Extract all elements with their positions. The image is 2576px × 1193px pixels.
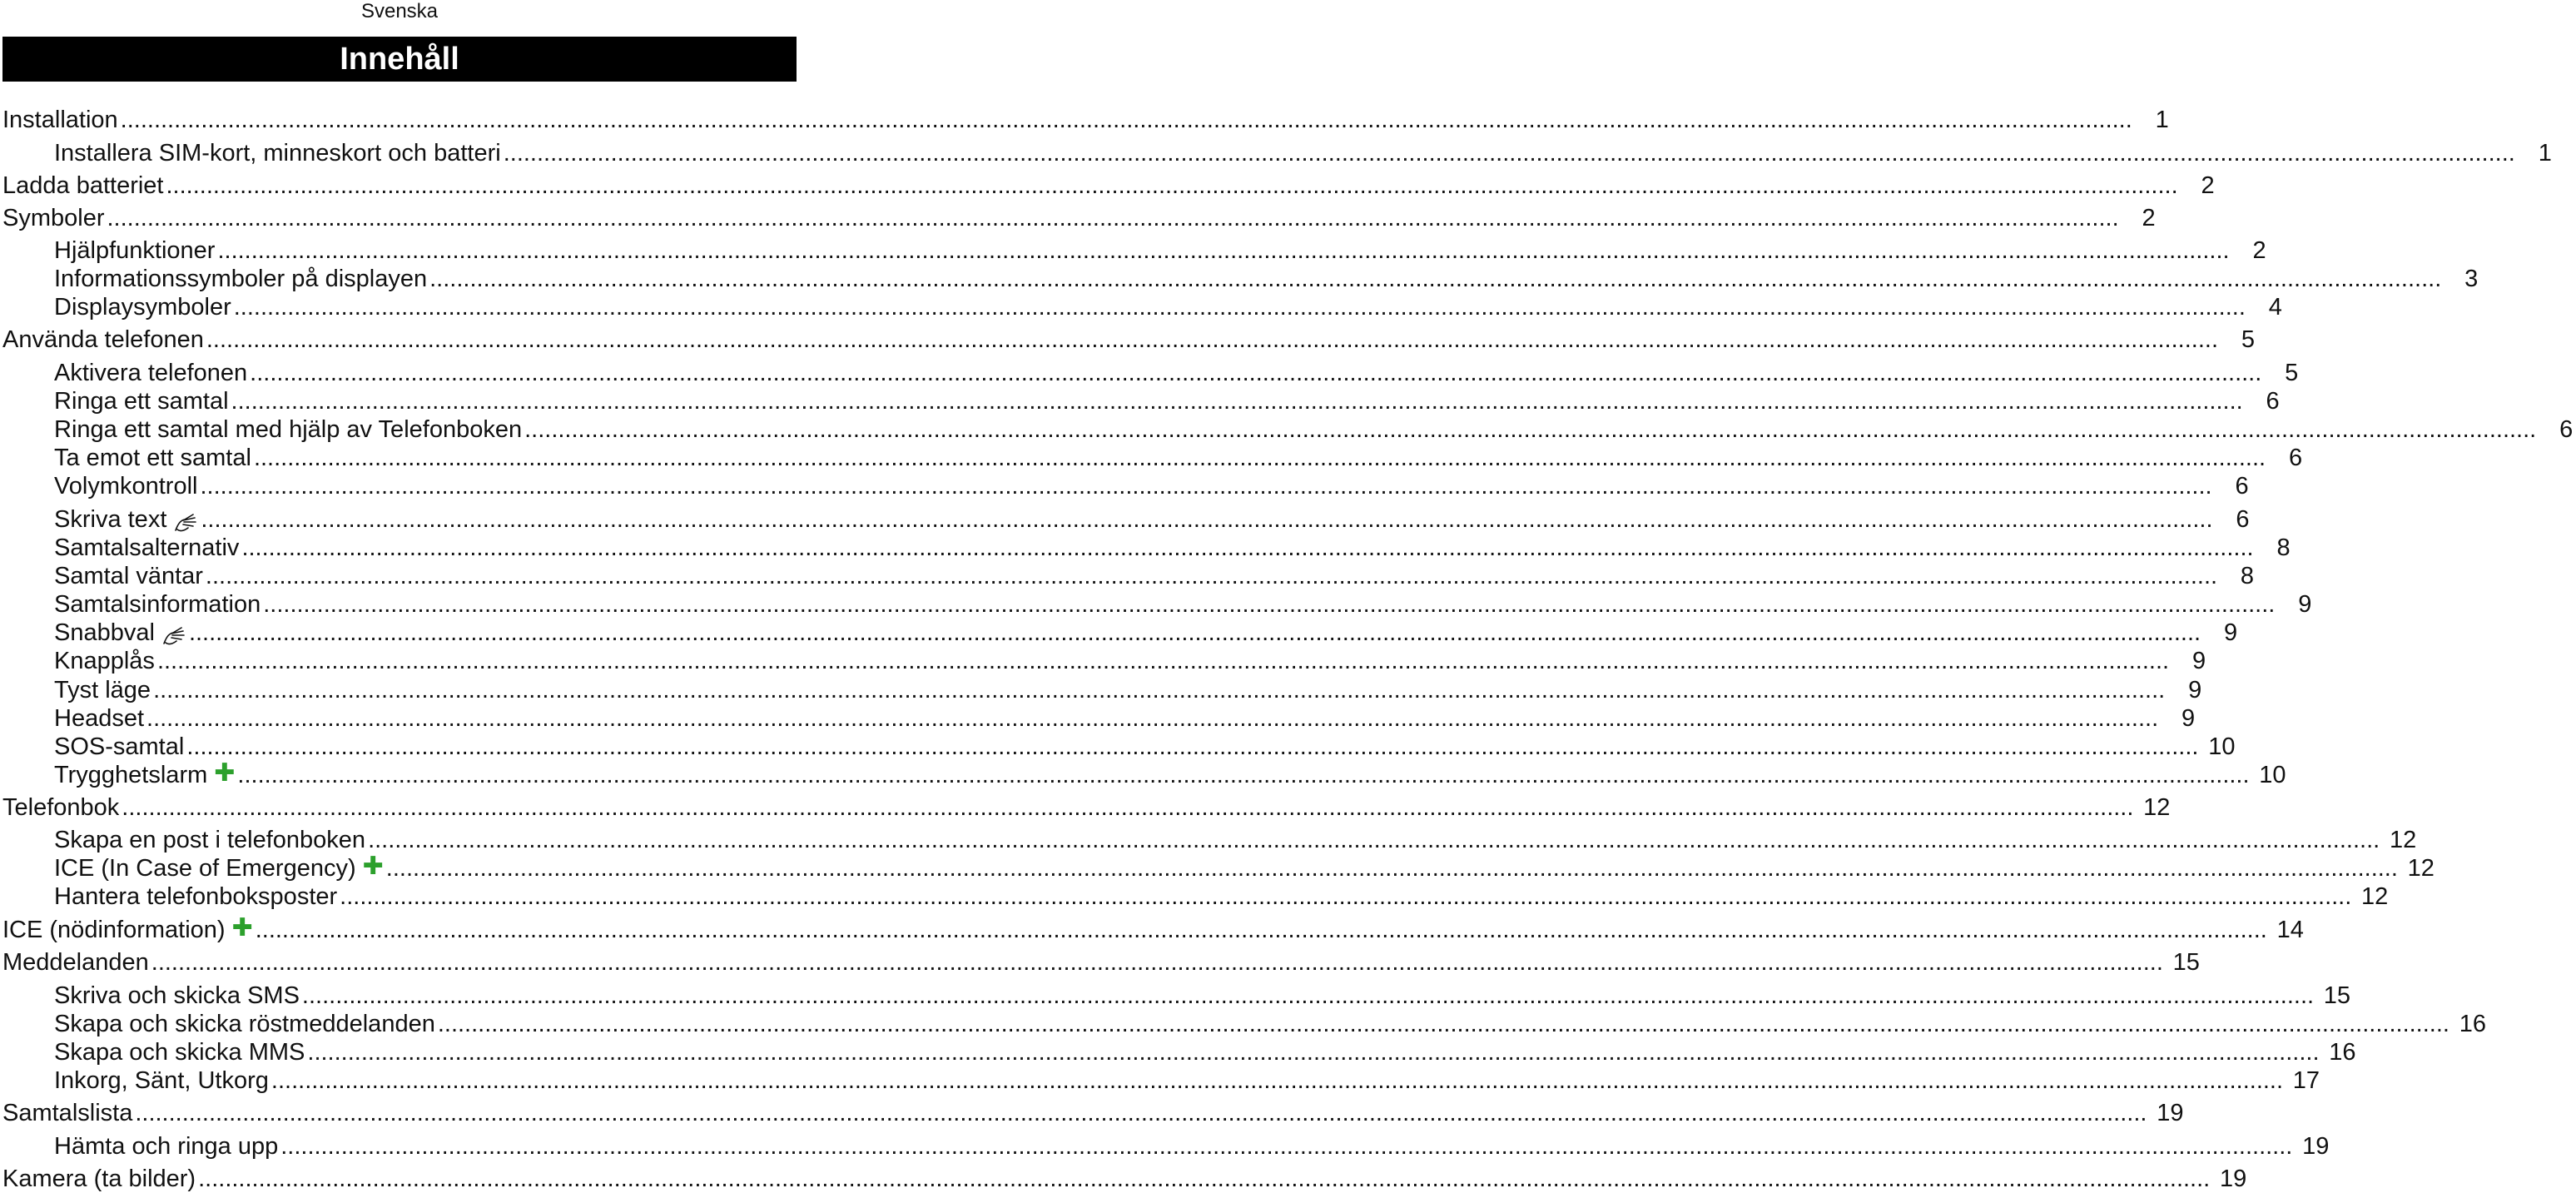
dot-leader: ............................................................................................................................................................................................................................................................................................................ (217, 237, 2230, 264)
toc-entry[interactable] (0, 326, 2256, 354)
toc-entry-label (0, 359, 247, 387)
dot-leader: ............................................................................................................................................................................................................................................................................................................ (198, 1166, 2211, 1192)
toc-entry-text: Ta emot ett samtal (54, 445, 251, 471)
toc-entry[interactable] (0, 204, 2156, 232)
toc-entry[interactable] (0, 171, 2215, 200)
dot-leader: ............................................................................................................................................................................................................................................................................................................ (368, 827, 2380, 853)
dot-leader: ............................................................................................................................................................................................................................................................................................................ (151, 949, 2163, 976)
toc-entry-text: Skriva text (54, 506, 167, 533)
toc-entry-text: Trygghetslarm (54, 762, 208, 788)
toc-entry[interactable] (0, 676, 2202, 704)
toc-entry-text: SOS-samtal (54, 733, 185, 760)
toc-page-number: 1 (2538, 140, 2552, 167)
toc-page-number: 16 (2459, 1011, 2486, 1037)
toc-entry-label (0, 265, 427, 293)
toc-entry-label (0, 1038, 305, 1066)
toc-entry[interactable] (0, 1099, 2184, 1127)
toc-entry[interactable] (0, 139, 2552, 167)
dot-leader: ............................................................................................................................................................................................................................................................................................................ (122, 794, 2134, 821)
dot-leader: ............................................................................................................................................................................................................................................................................................................ (253, 445, 2266, 471)
toc-page-number: 12 (2389, 827, 2417, 853)
toc-page-number: 10 (2259, 762, 2286, 788)
toc-entry[interactable] (0, 293, 2282, 321)
dot-leader: ............................................................................................................................................................................................................................................................................................................ (524, 416, 2537, 443)
toc-page-number: 4 (2268, 294, 2282, 321)
toc-entry[interactable] (0, 265, 2479, 293)
toc-page-number: 12 (2407, 855, 2435, 882)
toc-entry-label (0, 704, 144, 733)
dot-leader: ............................................................................................................................................................................................................................................................................................................ (135, 1100, 2147, 1126)
toc-entry-label (0, 171, 163, 200)
hand-icon (161, 625, 186, 647)
toc-entry-label (0, 982, 300, 1010)
toc-page-number: 10 (2208, 733, 2236, 760)
toc-entry-label (0, 1165, 196, 1193)
dot-leader: ............................................................................................................................................................................................................................................................................................................ (201, 506, 2213, 533)
dot-leader: ............................................................................................................................................................................................................................................................................................................ (188, 619, 2201, 646)
toc-page-number: 6 (2288, 445, 2303, 471)
toc-entry-text: Ringa ett samtal med hjälp av Telefonboken (54, 416, 523, 443)
toc-entry[interactable] (0, 704, 2196, 733)
dot-leader: ............................................................................................................................................................................................................................................................................................................ (280, 1133, 2293, 1160)
toc-entry[interactable] (0, 534, 2291, 562)
toc-entry-label (0, 647, 155, 675)
toc-entry-text: Installation (2, 107, 118, 133)
dot-leader: ............................................................................................................................................................................................................................................................................................................ (340, 883, 2352, 910)
toc-page-number: 2 (2252, 237, 2266, 264)
dot-leader: ............................................................................................................................................................................................................................................................................................................ (271, 1067, 2284, 1094)
toc-entry[interactable] (0, 733, 2236, 761)
toc-entry[interactable] (0, 619, 2238, 647)
page-title: Innehåll (340, 42, 459, 77)
toc-entry-label (0, 619, 186, 647)
toc-page-number: 12 (2143, 794, 2171, 821)
toc-entry-text: Installera SIM-kort, minneskort och batteri (54, 140, 501, 167)
plus-icon: ✚ (362, 852, 384, 880)
toc-entry-label (0, 1010, 435, 1038)
toc-page-number: 8 (2276, 534, 2291, 561)
plus-icon: ✚ (231, 914, 253, 942)
toc-entry-text: ICE (In Case of Emergency) (54, 855, 356, 882)
dot-leader: ............................................................................................................................................................................................................................................................................................................ (107, 205, 2119, 231)
toc-entry-text: Skriva och skicka SMS (54, 982, 300, 1009)
toc-page-number: 5 (2285, 360, 2299, 386)
toc-entry-text: Tyst läge (54, 677, 151, 703)
toc-entry-text: Hjälpfunktioner (54, 237, 216, 264)
toc-entry[interactable] (0, 882, 2389, 911)
toc-page-number: 16 (2329, 1039, 2356, 1066)
toc-entry-text: Samtalslista (2, 1100, 133, 1126)
toc-page-number: 14 (2276, 917, 2304, 943)
toc-entry[interactable] (0, 948, 2200, 977)
toc-page-number: 19 (2302, 1133, 2330, 1160)
language-label: Svenska (360, 0, 439, 22)
toc-entry-label (0, 415, 522, 444)
toc-entry-text: Snabbval (54, 619, 155, 646)
toc-page-number: 19 (2157, 1100, 2184, 1126)
dot-leader: ............................................................................................................................................................................................................................................................................................................ (186, 733, 2199, 760)
dot-leader: ............................................................................................................................................................................................................................................................................................................ (429, 266, 2442, 292)
toc-entry-text: Ringa ett samtal (54, 388, 229, 415)
toc-entry-text: Skapa och skicka röstmeddelanden (54, 1011, 435, 1037)
toc-page-number: 9 (2191, 648, 2206, 674)
toc-entry-text: Aktivera telefonen (54, 360, 248, 386)
toc-entry-label (0, 882, 337, 911)
dot-leader: ............................................................................................................................................................................................................................................................................................................ (241, 534, 2254, 561)
toc-entry-text: Kamera (ta bilder) (2, 1166, 196, 1192)
toc-entry[interactable] (0, 472, 2249, 500)
toc-entry[interactable] (0, 982, 2351, 1010)
toc-entry[interactable] (0, 505, 2250, 534)
toc-entry-label (0, 106, 118, 134)
toc-page-number: 6 (2235, 473, 2249, 500)
toc-entry-label (0, 293, 231, 321)
toc-entry-label (0, 236, 215, 265)
toc-page-number: 2 (2142, 205, 2156, 231)
toc-page-number: 2 (2201, 172, 2215, 199)
toc-entry-text: Skapa en post i telefonboken (54, 827, 366, 853)
toc-entry-label (0, 590, 261, 619)
dot-leader: ............................................................................................................................................................................................................................................................................................................ (263, 591, 2276, 618)
toc-entry[interactable] (0, 826, 2417, 854)
toc-entry[interactable] (0, 1038, 2356, 1066)
toc-page-number: 3 (2464, 266, 2479, 292)
toc-page-number: 6 (2266, 388, 2280, 415)
toc-entry-label (0, 916, 253, 944)
toc-entry-text: Skapa och skicka MMS (54, 1039, 305, 1066)
toc-entry-label (0, 948, 149, 977)
toc-page-number: 12 (2361, 883, 2389, 910)
dot-leader: ............................................................................................................................................................................................................................................................................................................ (120, 107, 2132, 133)
dot-leader: ............................................................................................................................................................................................................................................................................................................ (503, 140, 2515, 167)
dot-leader: ............................................................................................................................................................................................................................................................................................................ (206, 326, 2219, 353)
toc-entry[interactable] (0, 387, 2280, 415)
toc-entry-text: Volymkontroll (54, 473, 198, 500)
dot-leader: ............................................................................................................................................................................................................................................................................................................ (205, 563, 2218, 589)
toc-entry-label (0, 793, 119, 822)
dot-leader: ............................................................................................................................................................................................................................................................................................................ (231, 388, 2243, 415)
dot-leader: ............................................................................................................................................................................................................................................................................................................ (233, 294, 2246, 321)
toc-page-number: 17 (2292, 1067, 2320, 1094)
toc-entry[interactable] (0, 359, 2299, 387)
dot-leader: ............................................................................................................................................................................................................................................................................................................ (166, 172, 2178, 199)
toc-entry-label (0, 676, 151, 704)
dot-leader: ............................................................................................................................................................................................................................................................................................................ (255, 917, 2267, 943)
toc-page-number: 9 (2298, 591, 2312, 618)
toc-entry-text: Ladda batteriet (2, 172, 164, 199)
toc-entry-text: Samtalsalternativ (54, 534, 240, 561)
toc-page-number: 15 (2172, 949, 2200, 976)
toc-entry[interactable] (0, 106, 2169, 134)
toc-entry[interactable] (0, 1066, 2320, 1095)
toc-page-number: 6 (2559, 416, 2574, 443)
toc-entry-text: ICE (nödinformation) (2, 917, 226, 943)
toc-entry[interactable] (0, 1165, 2247, 1193)
toc-entry[interactable] (0, 590, 2312, 619)
toc-entry-text: Headset (54, 705, 145, 732)
toc-entry-label (0, 387, 229, 415)
dot-leader: ............................................................................................................................................................................................................................................................................................................ (153, 677, 2166, 703)
dot-leader: ............................................................................................................................................................................................................................................................................................................ (307, 1039, 2320, 1066)
toc-entry[interactable] (0, 647, 2206, 675)
toc-entry-label (0, 826, 365, 854)
toc-page-number: 9 (2223, 619, 2238, 646)
toc-entry-text: Displaysymboler (54, 294, 231, 321)
toc-page-number: 6 (2236, 506, 2250, 533)
toc-entry-text: Meddelanden (2, 949, 149, 976)
toc-entry[interactable] (0, 415, 2574, 444)
toc-entry-text: Hämta och ringa upp (54, 1133, 279, 1160)
toc-entry-label (0, 444, 251, 472)
toc-entry-text: Hantera telefonboksposter (54, 883, 338, 910)
toc-entry[interactable] (0, 236, 2266, 265)
toc-entry-label (0, 562, 203, 590)
toc-entry[interactable] (0, 1132, 2330, 1161)
toc-entry[interactable] (0, 759, 2286, 789)
dot-leader: ............................................................................................................................................................................................................................................................................................................ (156, 648, 2170, 674)
dot-leader: ............................................................................................................................................................................................................................................................................................................ (200, 473, 2212, 500)
toc-entry[interactable] (0, 1010, 2486, 1038)
dot-leader: ............................................................................................................................................................................................................................................................................................................ (385, 855, 2398, 882)
toc-page-number: 1 (2155, 107, 2169, 133)
dot-leader: ............................................................................................................................................................................................................................................................................................................ (237, 762, 2250, 788)
toc-entry[interactable] (0, 562, 2255, 590)
toc-entry-label (0, 733, 184, 761)
toc-entry[interactable] (0, 852, 2435, 882)
toc-entry-label (0, 1132, 278, 1161)
toc-entry-label (0, 472, 197, 500)
toc-entry-text: Samtal väntar (54, 563, 203, 589)
dot-leader: ............................................................................................................................................................................................................................................................................................................ (301, 982, 2315, 1009)
toc-entry-text: Symboler (2, 205, 105, 231)
toc-page-number: 15 (2323, 982, 2351, 1009)
toc-entry-text: Samtalsinformation (54, 591, 261, 618)
toc-page-number: 8 (2240, 563, 2255, 589)
toc-entry-label (0, 1099, 132, 1127)
toc-entry-label (0, 761, 235, 789)
title-bar (2, 37, 797, 82)
dot-leader: ............................................................................................................................................................................................................................................................................................................ (437, 1011, 2449, 1037)
toc-entry-label (0, 505, 198, 534)
toc-entry-label (0, 854, 384, 882)
hand-icon (173, 512, 198, 534)
toc-entry-label (0, 534, 239, 562)
toc-entry-text: Knapplås (54, 648, 155, 674)
toc-entry-label (0, 204, 105, 232)
toc-entry[interactable] (0, 444, 2303, 472)
toc-page-number: 19 (2219, 1166, 2247, 1192)
dot-leader: ............................................................................................................................................................................................................................................................................................................ (146, 705, 2159, 732)
toc-entry[interactable] (0, 793, 2171, 822)
toc-entry-text: Inkorg, Sänt, Utkorg (54, 1067, 269, 1094)
toc-page-number: 9 (2188, 677, 2202, 703)
toc-entry-text: Telefonbok (2, 794, 120, 821)
toc-entry-label (0, 326, 204, 354)
toc-entry-text: Informationssymboler på displayen (54, 266, 428, 292)
toc-page-number: 9 (2181, 705, 2196, 732)
dot-leader: ............................................................................................................................................................................................................................................................................................................ (250, 360, 2262, 386)
toc-entry-text: Använda telefonen (2, 326, 204, 353)
toc-page-number: 5 (2241, 326, 2256, 353)
toc-entry-label (0, 1066, 269, 1095)
plus-icon: ✚ (214, 759, 236, 787)
toc-entry[interactable] (0, 914, 2304, 944)
toc-entry-label (0, 139, 501, 167)
